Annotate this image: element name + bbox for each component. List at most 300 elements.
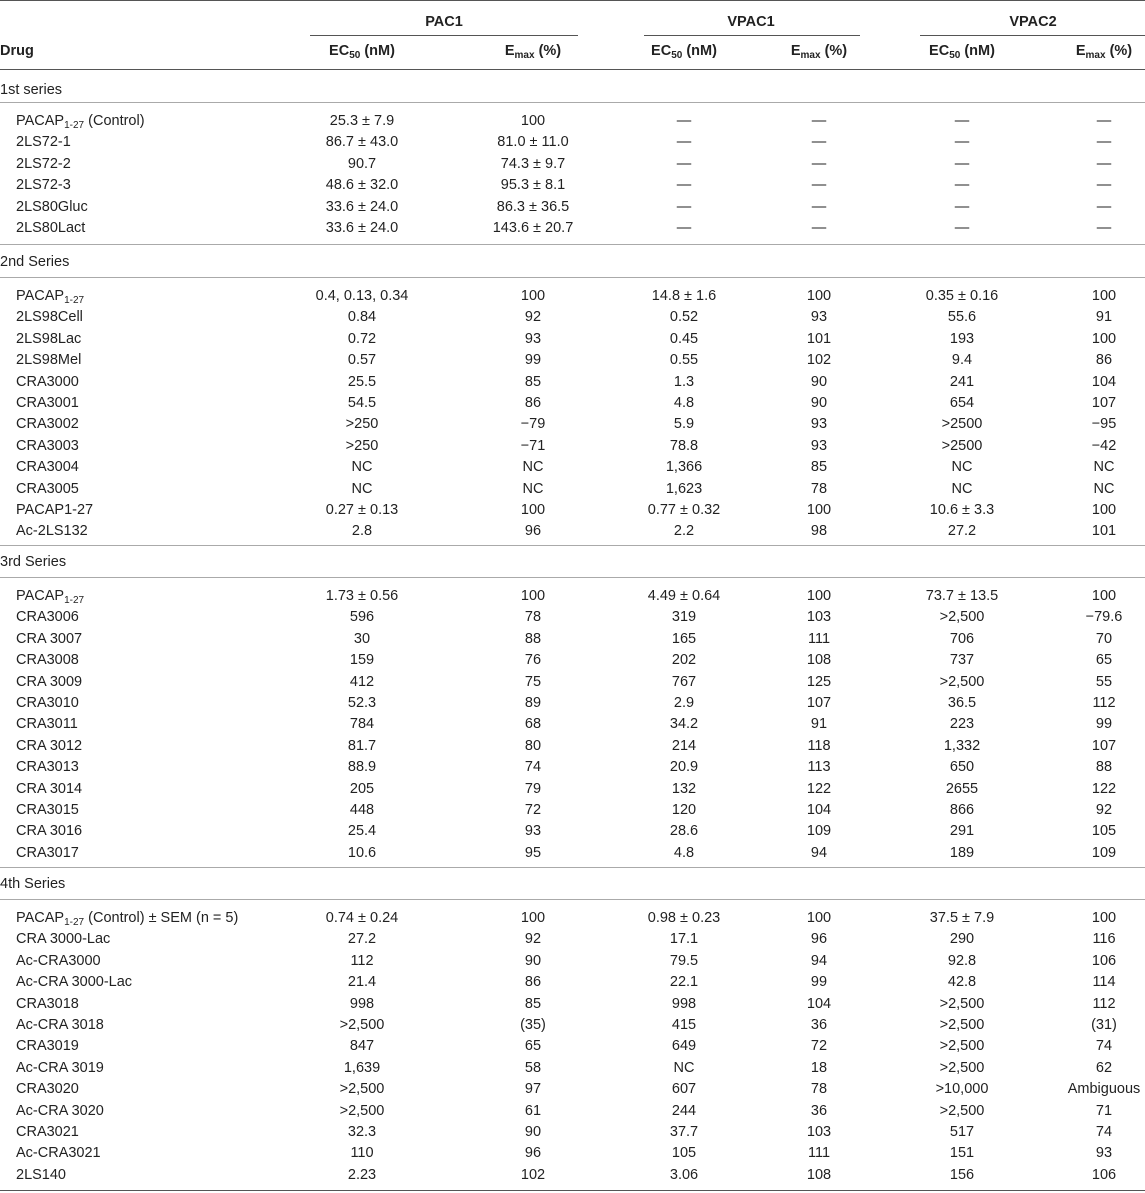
table-row — [0, 1058, 1145, 1079]
drug-name — [16, 175, 71, 195]
table-cell: 100 — [806, 588, 832, 604]
table-cell: 193 — [949, 330, 975, 347]
table-cell: 998 — [671, 995, 697, 1012]
table-row — [0, 1101, 1145, 1122]
drug-name-text: PACAP — [16, 288, 65, 304]
section-end-rule — [0, 545, 1145, 546]
table-cell: 3.06 — [669, 1166, 699, 1183]
table-cell: −79.6 — [1085, 609, 1123, 626]
header-unit: (nM) — [960, 43, 995, 59]
table-cell: 114 — [1092, 974, 1116, 991]
table-cell: 33.6 ± 24.0 — [325, 198, 399, 215]
ec50-header-pac1 — [329, 41, 395, 61]
header-unit: (%) — [1105, 43, 1133, 59]
table-cell: 1,639 — [343, 1059, 381, 1076]
table-cell: 706 — [949, 630, 975, 647]
table-cell: — — [811, 198, 827, 215]
header-symbol: EC — [929, 43, 950, 59]
table-cell: 214 — [671, 737, 697, 754]
section-title: 2nd Series — [0, 254, 70, 270]
table-cell: 99 — [524, 352, 542, 369]
table-cell: 649 — [671, 1038, 697, 1055]
drug-name-text: CRA 3012 — [16, 737, 83, 754]
table-cell: 99 — [1095, 716, 1113, 733]
table-cell: 103 — [806, 609, 832, 626]
table-cell: 92 — [524, 309, 542, 326]
table-row — [0, 650, 1145, 671]
table-cell: 94 — [810, 844, 828, 861]
drug-name — [16, 1165, 66, 1185]
table-cell: 62 — [1095, 1059, 1113, 1076]
table-cell: 0.74 ± 0.24 — [325, 910, 399, 926]
table-cell: 99 — [810, 974, 828, 991]
section-rule — [0, 899, 1145, 900]
table-cell: 65 — [1095, 652, 1113, 669]
table-cell: 88 — [1095, 759, 1113, 776]
drug-name-text: CRA3005 — [16, 480, 79, 497]
top-rule — [0, 0, 1145, 1]
table-row — [0, 779, 1145, 800]
table-cell: 112 — [350, 952, 374, 969]
table-cell: >10,000 — [935, 1081, 989, 1098]
table-cell: 74 — [1095, 1124, 1113, 1140]
table-cell: 1,332 — [943, 737, 981, 754]
drug-name-text: 2LS72-2 — [16, 155, 71, 172]
table-row — [0, 197, 1145, 218]
drug-name-text: CRA3003 — [16, 437, 79, 454]
table-cell: 93 — [1095, 1145, 1113, 1162]
table-row — [0, 1122, 1145, 1143]
table-cell: >2,500 — [939, 1038, 985, 1055]
table-cell: 107 — [806, 695, 832, 711]
table-cell: 68 — [524, 716, 542, 733]
table-cell: 90 — [810, 395, 828, 411]
table-cell: 151 — [949, 1145, 975, 1162]
table-cell: 52.3 — [347, 695, 377, 711]
table-row — [0, 672, 1145, 693]
table-cell: >2,500 — [939, 1102, 985, 1119]
drug-name — [16, 629, 82, 649]
drug-name-text: CRA3010 — [16, 695, 79, 711]
table-cell: 92.8 — [947, 952, 977, 969]
table-cell: (35) — [520, 1017, 546, 1033]
table-cell: 100 — [1091, 588, 1117, 604]
emax-header-vpac1 — [791, 41, 847, 61]
drug-name-text: PACAP — [16, 910, 65, 926]
table-cell: 98 — [810, 523, 828, 540]
table-cell: 55 — [1095, 673, 1113, 690]
group-header-vpac2: VPAC2 — [1009, 14, 1057, 30]
table-cell: 100 — [806, 288, 832, 304]
table-row — [0, 843, 1145, 864]
table-cell: 202 — [671, 652, 697, 669]
drug-name — [16, 951, 101, 971]
section-rule — [0, 277, 1145, 278]
group-header-pac1: PAC1 — [425, 14, 463, 30]
table-cell: 105 — [671, 1145, 697, 1162]
table-cell: >2,500 — [339, 1102, 385, 1119]
table-row — [0, 307, 1145, 328]
table-cell: 517 — [949, 1124, 975, 1140]
section-rule — [0, 102, 1145, 103]
table-cell: 100 — [520, 113, 546, 129]
drug-column-header: Drug — [0, 43, 34, 59]
table-cell: NC — [673, 1059, 695, 1076]
table-cell: 103 — [806, 1124, 832, 1140]
table-cell: NC — [522, 480, 544, 497]
table-cell: 107 — [1091, 737, 1117, 754]
table-cell: 102 — [520, 1166, 546, 1183]
table-cell: — — [811, 177, 827, 194]
table-cell: 143.6 ± 20.7 — [492, 220, 574, 236]
table-cell: 415 — [671, 1017, 697, 1033]
drug-name-text: 2LS98Lac — [16, 330, 82, 347]
table-cell: 90 — [524, 952, 542, 969]
drug-name — [16, 111, 145, 131]
table-cell: 30 — [353, 630, 371, 647]
drug-name — [16, 521, 88, 541]
table-cell: 113 — [807, 759, 831, 776]
table-row — [0, 1015, 1145, 1036]
table-cell: (31) — [1091, 1017, 1117, 1033]
table-cell: 55.6 — [947, 309, 977, 326]
table-cell: 120 — [671, 802, 697, 818]
table-row — [0, 372, 1145, 393]
table-cell: 2.9 — [673, 695, 695, 711]
table-cell: 101 — [806, 330, 832, 347]
table-cell: 0.72 — [347, 330, 377, 347]
table-cell: 90 — [810, 373, 828, 390]
table-cell: −95 — [1091, 416, 1117, 433]
table-cell: 85 — [524, 373, 542, 390]
table-row — [0, 1143, 1145, 1164]
table-row — [0, 329, 1145, 350]
drug-name-text: CRA 3016 — [16, 823, 83, 840]
table-cell: 4.8 — [673, 395, 695, 411]
table-cell: Ambiguous — [1067, 1081, 1141, 1098]
table-cell: 96 — [524, 1145, 542, 1162]
drug-name — [16, 329, 81, 349]
drug-name — [16, 800, 79, 820]
table-cell: 86 — [524, 395, 542, 411]
table-row — [0, 1079, 1145, 1100]
header-subscript: max — [1085, 50, 1106, 61]
table-cell: 2.2 — [673, 523, 695, 540]
table-cell: 0.57 — [347, 352, 377, 369]
table-row — [0, 286, 1145, 307]
table-cell: 189 — [949, 844, 975, 861]
table-cell: 319 — [671, 609, 697, 626]
table-cell: 596 — [349, 609, 375, 626]
table-cell: 34.2 — [669, 716, 699, 733]
table-cell: 72 — [524, 802, 542, 818]
table-row — [0, 154, 1145, 175]
header-symbol: EC — [651, 43, 672, 59]
table-cell: 100 — [520, 288, 546, 304]
drug-name — [16, 1079, 79, 1099]
table-cell: 1,623 — [665, 480, 703, 497]
table-cell: 71 — [1095, 1102, 1113, 1119]
drug-name — [16, 1058, 104, 1078]
section-rule — [0, 577, 1145, 578]
table-cell: — — [676, 155, 692, 172]
table-cell: >250 — [345, 416, 379, 433]
table-cell: 448 — [349, 802, 375, 818]
table-cell: 74 — [1095, 1038, 1113, 1055]
drug-name-text: CRA3001 — [16, 395, 79, 411]
table-cell: 81.7 — [347, 737, 377, 754]
table-cell: 22.1 — [669, 974, 699, 991]
table-row — [0, 821, 1145, 842]
table-row — [0, 521, 1145, 542]
drug-name-text: CRA3000 — [16, 373, 79, 390]
table-cell: 28.6 — [669, 823, 699, 840]
drug-name-text: 2LS72-1 — [16, 134, 71, 151]
header-symbol: E — [790, 43, 801, 59]
table-cell: 107 — [1091, 395, 1117, 411]
table-cell: 86 — [1095, 352, 1113, 369]
table-cell: 112 — [1092, 695, 1116, 711]
table-cell: 21.4 — [347, 974, 377, 991]
table-cell: 0.35 ± 0.16 — [925, 288, 999, 304]
drug-name-text: Ac-CRA 3020 — [16, 1102, 104, 1119]
table-cell: 106 — [1091, 952, 1117, 969]
table-row — [0, 929, 1145, 950]
table-cell: NC — [351, 459, 373, 476]
table-cell: 78.8 — [669, 437, 699, 454]
drug-name — [16, 1101, 104, 1121]
table-cell: 108 — [806, 652, 832, 669]
table-cell: 96 — [524, 523, 542, 540]
table-cell: 767 — [671, 673, 697, 690]
table-cell: 0.52 — [669, 309, 699, 326]
drug-name-text: 2LS80Gluc — [16, 198, 88, 215]
drug-name-text: CRA3018 — [16, 995, 79, 1012]
table-cell: 91 — [810, 716, 828, 733]
drug-name-text: CRA 3000-Lac — [16, 931, 111, 948]
table-cell: 100 — [806, 502, 832, 518]
drug-name — [16, 218, 85, 238]
drug-name-text: CRA3002 — [16, 416, 79, 433]
table-cell: 90.7 — [347, 155, 377, 172]
drug-name-subscript: 1-27 — [64, 595, 85, 606]
header-unit: (nM) — [360, 43, 395, 59]
ec50-header-vpac2 — [929, 41, 995, 61]
table-row — [0, 457, 1145, 478]
drug-name — [16, 1015, 104, 1035]
drug-name-text: 2LS72-3 — [16, 177, 71, 194]
table-cell: 650 — [949, 759, 975, 776]
table-cell: 10.6 ± 3.3 — [929, 502, 995, 518]
table-cell: 412 — [349, 673, 375, 690]
table-cell: 86 — [524, 974, 542, 991]
table-cell: >2,500 — [339, 1081, 385, 1098]
table-cell: −79 — [520, 416, 546, 433]
drug-name-text: CRA3021 — [16, 1124, 79, 1140]
table-cell: — — [676, 134, 692, 151]
table-cell: 205 — [349, 780, 375, 797]
table-cell: 79 — [524, 780, 542, 797]
table-cell: 112 — [1092, 995, 1116, 1012]
table-cell: — — [676, 198, 692, 215]
drug-name — [16, 1122, 79, 1142]
drug-name — [16, 650, 79, 670]
table-cell: 93 — [524, 330, 542, 347]
table-cell: 0.55 — [669, 352, 699, 369]
table-cell: 2655 — [945, 780, 979, 797]
drug-name-text: Ac-CRA 3018 — [16, 1017, 104, 1033]
table-row — [0, 736, 1145, 757]
table-cell: 998 — [349, 995, 375, 1012]
header-subscript: 50 — [671, 50, 683, 61]
bottom-rule — [0, 1190, 1145, 1191]
drug-name-text: CRA3019 — [16, 1038, 79, 1055]
table-cell: NC — [522, 459, 544, 476]
drug-name — [16, 393, 79, 413]
table-cell: — — [1096, 198, 1112, 215]
drug-name — [16, 372, 79, 392]
table-row — [0, 218, 1145, 239]
table-cell: −42 — [1091, 437, 1117, 454]
table-cell: >2,500 — [939, 995, 985, 1012]
table-cell: 104 — [1091, 373, 1117, 390]
table-cell: — — [954, 177, 970, 194]
table-cell: — — [676, 177, 692, 194]
table-cell: 96 — [810, 931, 828, 948]
section-title: 4th Series — [0, 876, 66, 892]
table-cell: 607 — [671, 1081, 697, 1098]
table-cell: — — [676, 113, 692, 129]
table-cell: 80 — [524, 737, 542, 754]
drug-name-text: PACAP — [16, 588, 65, 604]
table-cell: — — [811, 113, 827, 129]
table-cell: 737 — [949, 652, 975, 669]
drug-name — [16, 779, 82, 799]
drug-name-text: PACAP1-27 — [16, 502, 94, 518]
table-cell: 33.6 ± 24.0 — [325, 220, 399, 236]
table-cell: — — [811, 134, 827, 151]
table-cell: 97 — [524, 1081, 542, 1098]
drug-name — [16, 672, 82, 692]
table-cell: — — [954, 198, 970, 215]
header-symbol: EC — [329, 43, 350, 59]
group-underline-vpac1 — [644, 35, 860, 36]
table-cell: 1,366 — [665, 459, 703, 476]
table-cell: 100 — [1091, 910, 1117, 926]
table-cell: 106 — [1091, 1166, 1117, 1183]
section-end-rule — [0, 867, 1145, 868]
table-cell: NC — [1093, 480, 1115, 497]
table-cell: — — [811, 220, 827, 236]
table-cell: — — [1096, 155, 1112, 172]
group-underline-vpac2 — [920, 35, 1145, 36]
table-cell: 100 — [520, 502, 546, 518]
table-row — [0, 132, 1145, 153]
table-cell: 25.5 — [347, 373, 377, 390]
table-cell: >2,500 — [939, 1059, 985, 1076]
header-rule — [0, 69, 1145, 70]
drug-name — [16, 736, 82, 756]
table-cell: 90 — [524, 1124, 542, 1140]
table-cell: 54.5 — [347, 395, 377, 411]
table-cell: 2.23 — [347, 1166, 377, 1183]
emax-header-vpac2 — [1076, 41, 1132, 61]
table-cell: 100 — [1091, 330, 1117, 347]
drug-name — [16, 821, 82, 841]
table-cell: 92 — [524, 931, 542, 948]
table-cell: 20.9 — [669, 759, 699, 776]
table-cell: — — [676, 220, 692, 236]
table-row — [0, 994, 1145, 1015]
table-cell: 93 — [810, 416, 828, 433]
table-cell: 17.1 — [669, 931, 699, 948]
drug-name — [16, 972, 132, 992]
table-cell: 61 — [524, 1102, 542, 1119]
table-cell: 108 — [806, 1166, 832, 1183]
table-cell: 122 — [806, 780, 832, 797]
drug-name — [16, 714, 78, 734]
drug-name — [16, 350, 81, 370]
ec50-header-vpac1 — [651, 41, 717, 61]
drug-name — [16, 457, 79, 477]
table-cell: 118 — [807, 737, 831, 754]
drug-name-subscript: 1-27 — [64, 917, 85, 928]
table-cell: 4.49 ± 0.64 — [647, 588, 721, 604]
drug-name — [16, 1036, 79, 1056]
drug-name-text: Ac-2LS132 — [16, 523, 88, 540]
table-row — [0, 757, 1145, 778]
drug-name-text: CRA 3014 — [16, 780, 83, 797]
header-unit: (%) — [820, 43, 848, 59]
drug-name — [16, 286, 84, 306]
drug-name — [16, 307, 83, 327]
table-cell: — — [1096, 113, 1112, 129]
table-cell: 37.5 ± 7.9 — [929, 910, 995, 926]
drug-name — [16, 908, 238, 928]
table-cell: >2,500 — [939, 609, 985, 626]
drug-name-text: CRA3020 — [16, 1081, 79, 1098]
table-cell: 100 — [1091, 288, 1117, 304]
emax-header-pac1 — [505, 41, 561, 61]
table-cell: 32.3 — [347, 1124, 377, 1140]
table-cell: 4.8 — [673, 844, 695, 861]
header-unit: (%) — [534, 43, 562, 59]
drug-name — [16, 757, 79, 777]
table-row — [0, 393, 1145, 414]
group-header-vpac1: VPAC1 — [727, 14, 775, 30]
table-cell: — — [1096, 134, 1112, 151]
table-cell: 65 — [524, 1038, 542, 1055]
drug-name-suffix: (Control) — [84, 113, 145, 129]
drug-name-text: 2LS98Cell — [16, 309, 83, 326]
table-cell: 14.8 ± 1.6 — [651, 288, 717, 304]
drug-name-text: Ac-CRA 3019 — [16, 1059, 104, 1076]
table-cell: 76 — [524, 652, 542, 669]
table-cell: 88 — [524, 630, 542, 647]
table-row — [0, 350, 1145, 371]
table-cell: 0.45 — [669, 330, 699, 347]
table-cell: 93 — [810, 437, 828, 454]
table-cell: 156 — [949, 1166, 975, 1183]
table-cell: 159 — [349, 652, 375, 669]
drug-name-text: CRA3013 — [16, 759, 79, 776]
header-subscript: max — [514, 50, 535, 61]
table-row — [0, 479, 1145, 500]
table-cell: 36 — [810, 1017, 828, 1033]
drug-name-text: Ac-CRA 3000-Lac — [16, 974, 133, 991]
table-cell: 110 — [350, 1145, 374, 1162]
table-cell: — — [1096, 220, 1112, 236]
